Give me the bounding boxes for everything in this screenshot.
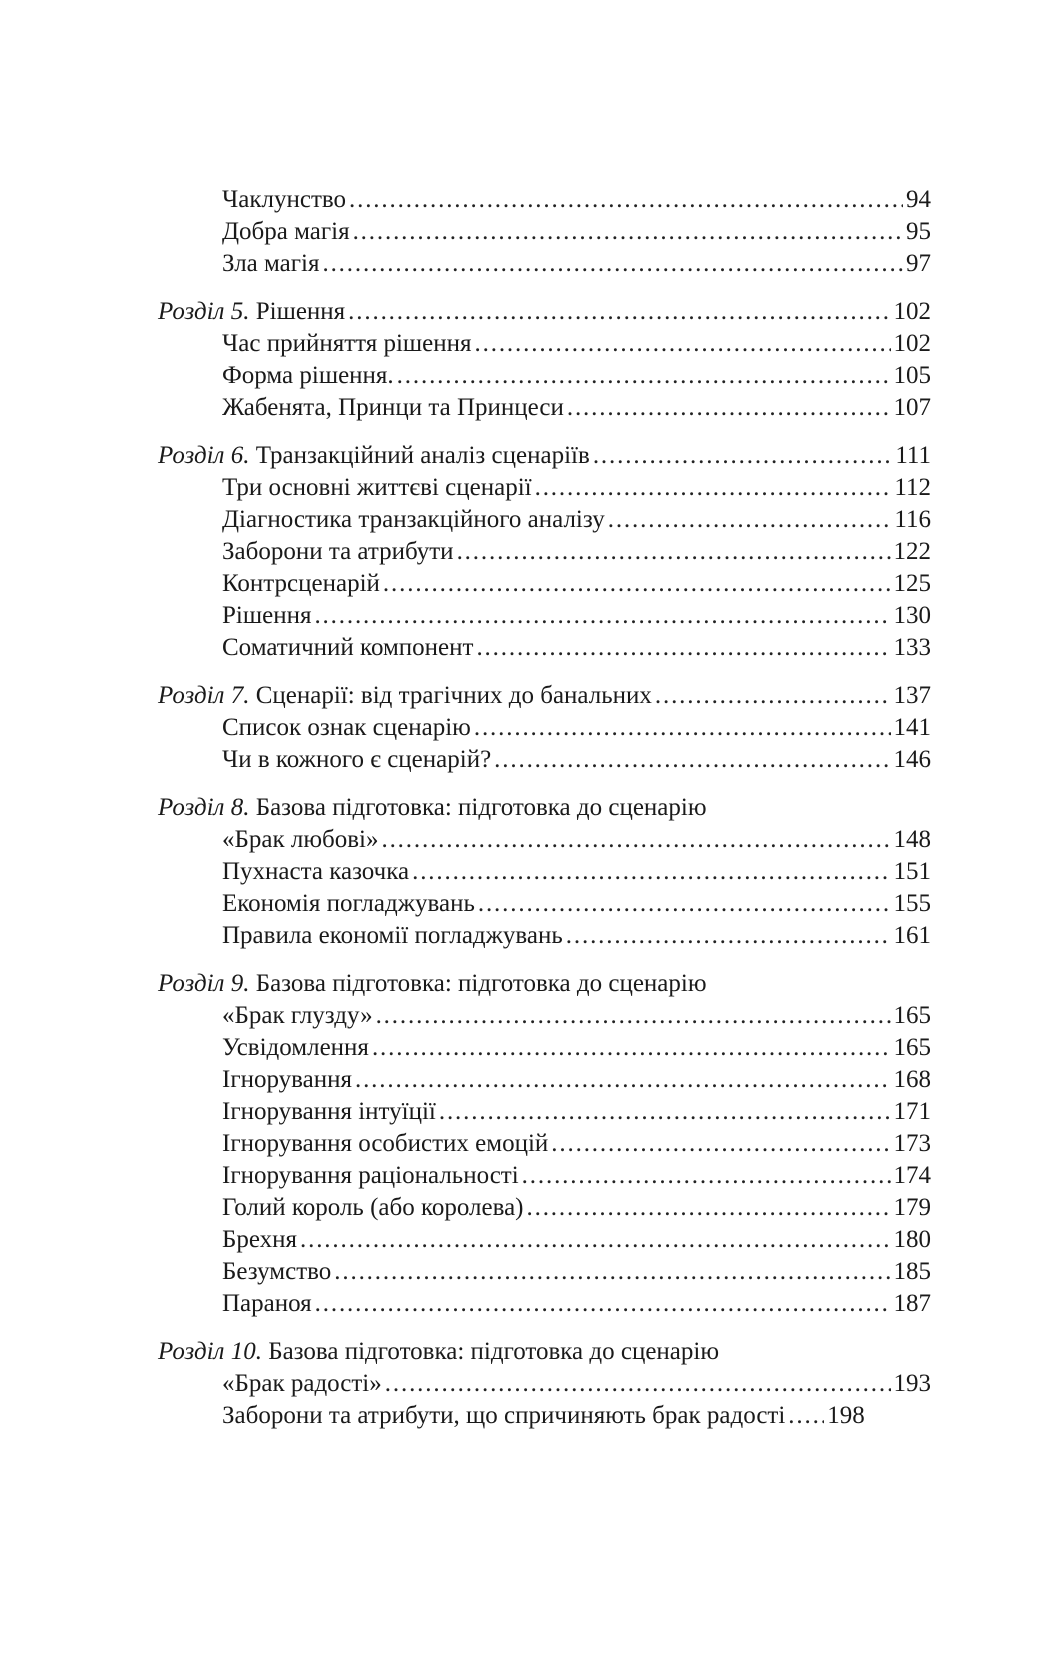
entry-title: Жабенята, Принци та Принцеси: [222, 394, 564, 421]
dot-leader: [567, 392, 891, 424]
entry-page: 95: [906, 218, 931, 245]
chapter-title: Базова підготовка: підготовка до сценарію: [249, 794, 707, 821]
toc-entry[interactable]: [222, 712, 931, 744]
entry-page: 174: [893, 1162, 931, 1189]
toc-entry[interactable]: [222, 216, 931, 248]
entry-page: 161: [893, 922, 931, 949]
entry-title: Час прийняття рішення: [222, 330, 472, 357]
toc-entry[interactable]: [222, 472, 931, 504]
entry-page: 125: [893, 570, 931, 597]
entry-page: 112: [894, 474, 931, 501]
entry-page: 173: [893, 1130, 931, 1157]
dot-leader: [300, 1224, 891, 1256]
dot-leader: [385, 1368, 891, 1400]
dot-leader: [655, 680, 891, 712]
entry-title: Брехня: [222, 1226, 297, 1253]
entry-page: 133: [893, 634, 931, 661]
entry-title: Зла магія: [222, 250, 320, 277]
dot-leader: [376, 1000, 891, 1032]
dot-leader: [315, 1288, 891, 1320]
toc-entry[interactable]: [222, 1224, 931, 1256]
entry-title: Список ознак сценарію: [222, 714, 471, 741]
chapter-label: Розділ 9.: [158, 970, 250, 997]
toc-entry[interactable]: [222, 824, 931, 856]
dot-leader: [474, 712, 891, 744]
entry-page: 102: [893, 298, 931, 325]
entry-page: 102: [893, 330, 931, 357]
chapter-title: Базова підготовка: підготовка до сценарію: [249, 970, 707, 997]
entry-title: Заборони та атрибути: [222, 538, 454, 565]
entry-title: Правила економії погладжувань: [222, 922, 563, 949]
entry-page: 155: [893, 890, 931, 917]
entry-title: Форма рішення.: [222, 362, 394, 389]
dot-leader: [593, 440, 893, 472]
toc-entry[interactable]: [222, 856, 931, 888]
entry-title: «Брак радості»: [222, 1370, 382, 1397]
entry-title: Усвідомлення: [222, 1034, 369, 1061]
dot-leader: [348, 296, 890, 328]
entry-page: 180: [893, 1226, 931, 1253]
entry-title: Три основні життєві сценарії: [222, 474, 532, 501]
dot-leader: [478, 888, 891, 920]
dot-leader: [608, 504, 892, 536]
toc-entry[interactable]: [222, 392, 931, 424]
entry-page: 107: [893, 394, 931, 421]
entry-title: Пухнаста казочка: [222, 858, 410, 885]
dot-leader: [476, 632, 890, 664]
entry-title: Безумство: [222, 1258, 332, 1285]
dot-leader: [522, 1160, 891, 1192]
chapter-title: Базова підготовка: підготовка до сценарію: [261, 1338, 720, 1365]
toc-entry[interactable]: [222, 632, 931, 664]
toc-entry[interactable]: [222, 360, 931, 392]
toc-entry[interactable]: [222, 1400, 931, 1432]
entry-title: Ігнорування інтуїції: [222, 1098, 436, 1125]
dot-leader: [527, 1192, 891, 1224]
entry-title: Ігнорування особистих емоцій: [222, 1130, 549, 1157]
dot-leader: [788, 1400, 824, 1432]
toc-entry[interactable]: [222, 1160, 931, 1192]
dot-leader: [439, 1096, 891, 1128]
entry-page: 146: [893, 746, 931, 773]
entry-page: 130: [893, 602, 931, 629]
entry-title: Соматичний компонент: [222, 634, 474, 661]
dot-leader: [397, 360, 891, 392]
dot-leader: [566, 920, 891, 952]
toc-entry[interactable]: [222, 1064, 931, 1096]
entry-title: Ігнорування: [222, 1066, 352, 1093]
toc-entry[interactable]: [222, 1192, 931, 1224]
entry-page: 193: [893, 1370, 931, 1397]
entry-page: 179: [893, 1194, 931, 1221]
toc-entry[interactable]: [222, 920, 931, 952]
dot-leader: [383, 568, 891, 600]
dot-leader: [457, 536, 891, 568]
toc-entry[interactable]: [222, 1128, 931, 1160]
toc-chapter-7[interactable]: [158, 680, 931, 712]
chapter-label: Розділ 8.: [158, 794, 250, 821]
chapter-label: Розділ 7.: [158, 682, 250, 709]
dot-leader: [355, 1064, 891, 1096]
entry-title: Чи в кожного є сценарій?: [222, 746, 492, 773]
entry-page: 105: [893, 362, 931, 389]
toc-entry[interactable]: [222, 1256, 931, 1288]
dot-leader: [314, 600, 890, 632]
dot-leader: [535, 472, 892, 504]
toc-entry[interactable]: [222, 1368, 931, 1400]
toc-entry[interactable]: [222, 1096, 931, 1128]
entry-page: 111: [895, 442, 931, 469]
toc-chapter-9[interactable]: [158, 968, 707, 1000]
toc-entry[interactable]: [222, 600, 931, 632]
chapter-title: Сценарії: від трагічних до банальних: [249, 682, 652, 709]
entry-title: Економія погладжувань: [222, 890, 475, 917]
entry-title: Заборони та атрибути, що спричиняють брак радості: [222, 1402, 786, 1429]
entry-page: 94: [906, 186, 931, 213]
toc-entry[interactable]: [222, 568, 931, 600]
dot-leader: [494, 744, 890, 776]
chapter-label: Розділ 6.: [158, 442, 250, 469]
entry-title: Параноя: [222, 1290, 312, 1317]
chapter-label: Розділ 5.: [158, 298, 250, 325]
entry-page: 198: [827, 1402, 865, 1429]
dot-leader: [372, 1032, 891, 1064]
entry-title: Діагностика транзакційного аналізу: [222, 506, 605, 533]
toc-chapter-8[interactable]: [158, 792, 707, 824]
toc-entry[interactable]: [222, 504, 931, 536]
entry-title: «Брак глузду»: [222, 1002, 373, 1029]
entry-title: «Брак любові»: [222, 826, 379, 853]
chapter-label: Розділ 10.: [158, 1338, 262, 1365]
entry-page: 151: [893, 858, 931, 885]
entry-page: 187: [893, 1290, 931, 1317]
entry-title: Ігнорування раціональності: [222, 1162, 519, 1189]
dot-leader: [334, 1256, 890, 1288]
entry-page: 141: [893, 714, 931, 741]
entry-page: 168: [893, 1066, 931, 1093]
dot-leader: [349, 184, 903, 216]
entry-page: 165: [893, 1034, 931, 1061]
dot-leader: [322, 248, 903, 280]
toc-entry[interactable]: [222, 536, 931, 568]
entry-page: 122: [893, 538, 931, 565]
toc-chapter-6[interactable]: [158, 440, 931, 472]
chapter-title: Транзакційний аналіз сценаріїв: [249, 442, 590, 469]
toc-entry[interactable]: [222, 888, 931, 920]
entry-page: 165: [893, 1002, 931, 1029]
dot-leader: [412, 856, 890, 888]
toc-chapter-10[interactable]: [158, 1336, 719, 1368]
entry-page: 97: [906, 250, 931, 277]
dot-leader: [475, 328, 891, 360]
dot-leader: [551, 1128, 890, 1160]
entry-page: 148: [893, 826, 931, 853]
entry-title: Чаклунство: [222, 186, 346, 213]
toc-entry[interactable]: [222, 1032, 931, 1064]
entry-page: 137: [893, 682, 931, 709]
entry-title: Добра магія: [222, 218, 350, 245]
entry-page: 185: [893, 1258, 931, 1285]
toc-entry[interactable]: [222, 328, 931, 360]
entry-title: Голий король (або королева): [222, 1194, 524, 1221]
entry-title: Рішення: [222, 602, 312, 629]
toc-entry[interactable]: [222, 1000, 931, 1032]
entry-page: 171: [893, 1098, 931, 1125]
entry-title: Контрсценарій: [222, 570, 380, 597]
toc-entry[interactable]: [222, 1288, 931, 1320]
toc-chapter-5[interactable]: [158, 296, 931, 328]
chapter-title: Рішення: [249, 298, 346, 325]
entry-page: 116: [894, 506, 931, 533]
toc-entry[interactable]: [222, 744, 931, 776]
dot-leader: [381, 824, 890, 856]
toc-entry[interactable]: [222, 184, 931, 216]
toc-entry[interactable]: [222, 248, 931, 280]
dot-leader: [353, 216, 903, 248]
